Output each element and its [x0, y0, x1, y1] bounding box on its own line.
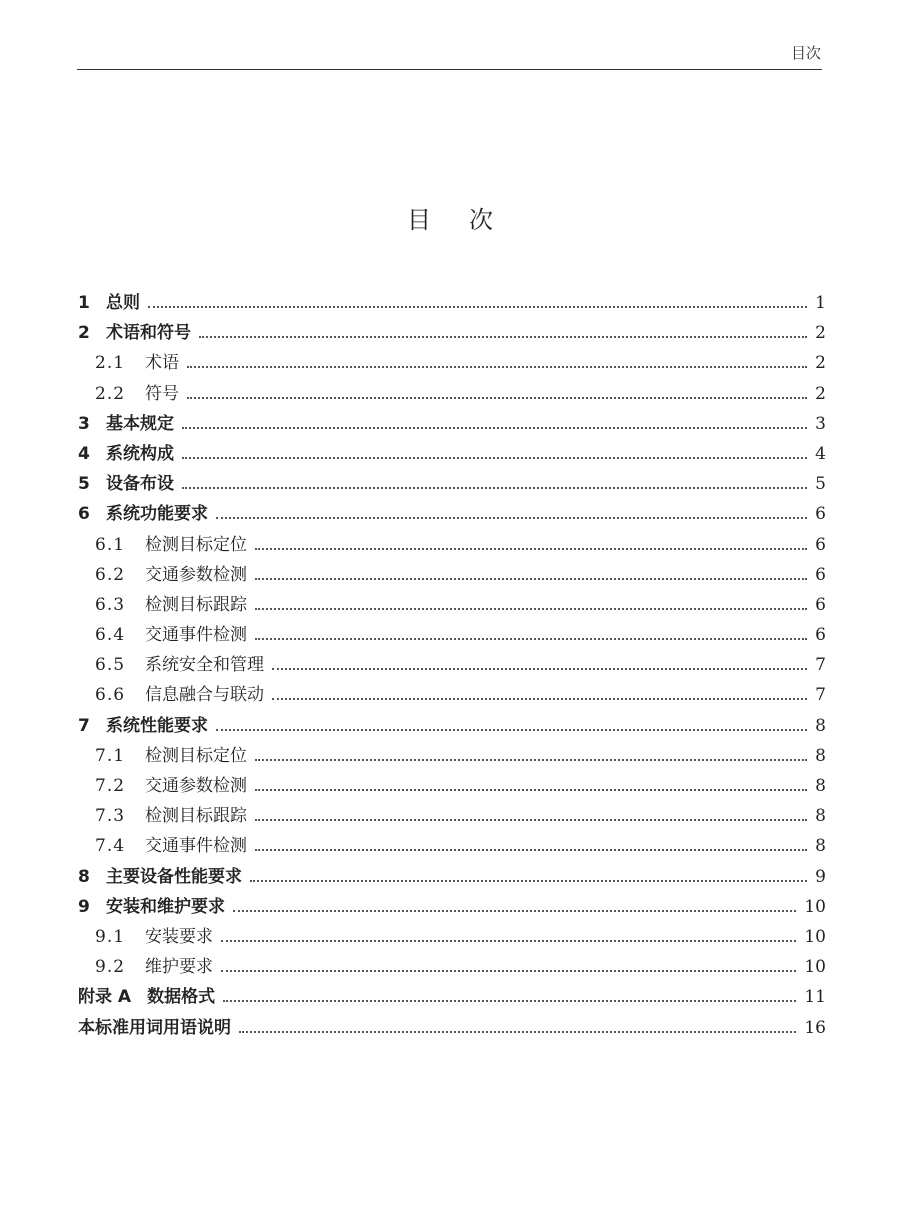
toc-entry[interactable] [78, 530, 826, 560]
toc-entry-label: 系统构成 [106, 443, 174, 464]
toc-entry-label: 主要设备性能要求 [106, 866, 242, 887]
page-title: 目次 [407, 206, 531, 234]
toc-entry-label: 系统性能要求 [106, 715, 208, 736]
toc-entry-label: 系统安全和管理 [145, 655, 264, 676]
toc-entry-page: 4 [815, 443, 826, 464]
toc-entry-page: 8 [815, 806, 826, 827]
toc-entry-number: 3 [78, 413, 90, 434]
toc-entry[interactable] [78, 771, 826, 801]
toc-entry-page: 2 [815, 323, 826, 344]
toc-entry-number: 6.6 [95, 685, 126, 706]
toc-entry-label: 安装要求 [145, 926, 213, 947]
toc-entry-label: 信息融合与联动 [145, 685, 264, 706]
toc-entry-number: 6 [78, 504, 90, 525]
toc-entry[interactable] [78, 952, 826, 982]
toc-entry-page: 6 [815, 534, 826, 555]
toc-entry-label: 设备布设 [106, 474, 174, 495]
toc-entry-page: 16 [804, 1017, 826, 1038]
toc-entry-terminology[interactable] [78, 1013, 826, 1043]
toc-entry[interactable] [78, 922, 826, 952]
toc-entry-number: 6.4 [95, 625, 126, 646]
toc-leader [250, 880, 807, 882]
toc-entry-page: 10 [804, 957, 826, 978]
toc-entry-number: 7.2 [95, 776, 126, 796]
toc-entry-page: 8 [815, 745, 826, 766]
toc-entry[interactable] [78, 409, 826, 439]
toc-leader [255, 548, 807, 550]
toc-leader [272, 668, 807, 670]
toc-leader [272, 698, 807, 700]
running-header: 目次 [790, 44, 821, 62]
toc-entry-page: 6 [815, 594, 826, 615]
toc-entry-number: 9.1 [95, 926, 126, 947]
toc-leader [148, 306, 807, 308]
toc-entry-number: 9 [78, 896, 90, 917]
toc-leader [233, 910, 796, 912]
toc-leader [239, 1031, 796, 1033]
toc-entry-page: 8 [815, 776, 826, 796]
toc-entry-page: 9 [815, 866, 826, 887]
toc-entry-page: 8 [815, 715, 826, 736]
toc-leader [187, 366, 807, 368]
toc-entry[interactable] [78, 379, 826, 409]
toc-entry[interactable] [78, 620, 826, 650]
toc-entry-number: 7 [78, 715, 90, 736]
toc-leader [255, 638, 807, 640]
toc-entry-label: 安装和维护要求 [106, 896, 225, 917]
toc-leader [182, 487, 807, 489]
toc-entry-appendix[interactable] [78, 982, 826, 1012]
toc-leader [182, 427, 807, 429]
toc-entry[interactable] [78, 862, 826, 892]
toc-entry[interactable] [78, 711, 826, 741]
toc-leader [221, 940, 796, 942]
toc-leader [255, 608, 807, 610]
toc-entry-label: 维护要求 [145, 957, 213, 978]
toc-entry[interactable] [78, 439, 826, 469]
toc-leader [223, 1000, 796, 1002]
toc-entry-number: 2 [78, 323, 90, 344]
toc-entry[interactable] [78, 680, 826, 710]
toc-entry-number: 6.1 [95, 534, 126, 555]
toc-entry-page: 7 [815, 685, 826, 706]
toc-entry-number: 7.4 [95, 836, 126, 857]
toc-entry-page: 2 [815, 383, 826, 404]
toc-leader [255, 789, 807, 791]
toc-leader [199, 336, 807, 338]
toc-entry-number: 8 [78, 866, 90, 887]
toc-entry[interactable] [78, 348, 826, 378]
toc-entry-page: 1 [815, 293, 826, 313]
toc-leader [221, 970, 796, 972]
toc-entry-label: 系统功能要求 [106, 504, 208, 525]
toc-entry-page: 3 [815, 413, 826, 434]
toc-entry-page: 10 [804, 896, 826, 917]
toc-entry-label: 检测目标跟踪 [145, 806, 247, 827]
toc-leader [182, 457, 807, 459]
toc-entry-label: 基本规定 [106, 413, 174, 434]
toc-entry-label: 符号 [145, 383, 179, 404]
toc-entry-number: 1 [78, 293, 90, 313]
toc-entry-number: 6.5 [95, 655, 126, 676]
toc-entry[interactable] [78, 831, 826, 861]
toc-entry-label: 本标准用词用语说明 [78, 1017, 231, 1038]
toc-entry[interactable] [78, 892, 826, 922]
toc-entry-label: 交通事件检测 [145, 836, 247, 857]
toc-entry-label: 交通参数检测 [145, 776, 247, 796]
toc-entry-number: 7.3 [95, 806, 126, 827]
toc-entry[interactable] [78, 741, 826, 771]
toc-entry-label: 数据格式 [147, 987, 216, 1008]
toc-entry-number: 2.2 [95, 383, 126, 404]
table-of-contents [78, 288, 826, 1043]
toc-entry-page: 10 [804, 926, 826, 947]
toc-entry[interactable] [78, 650, 826, 680]
toc-entry[interactable] [78, 499, 826, 529]
toc-entry[interactable] [78, 590, 826, 620]
toc-leader [216, 729, 807, 731]
toc-entry-label: 术语 [145, 353, 179, 374]
toc-entry-number: 5 [78, 474, 90, 495]
toc-entry-page: 11 [804, 987, 826, 1008]
toc-entry-page: 5 [815, 474, 826, 495]
header-rule [77, 69, 822, 70]
toc-entry-number: 7.1 [95, 745, 126, 766]
toc-entry-label: 检测目标跟踪 [145, 594, 247, 615]
toc-leader [255, 759, 807, 761]
toc-entry[interactable] [78, 801, 826, 831]
toc-entry-page: 2 [815, 353, 826, 374]
toc-entry-number: 6.3 [95, 594, 126, 615]
toc-entry[interactable] [78, 288, 826, 318]
toc-entry[interactable] [78, 469, 826, 499]
toc-entry-number: 附录 A [78, 987, 132, 1008]
toc-entry[interactable] [78, 318, 826, 348]
toc-leader [255, 849, 807, 851]
toc-entry-number: 6.2 [95, 564, 126, 585]
toc-entry[interactable] [78, 560, 826, 590]
toc-entry-page: 8 [815, 836, 826, 857]
toc-leader [255, 819, 807, 821]
toc-entry-label: 检测目标定位 [145, 534, 247, 555]
toc-entry-number: 9.2 [95, 957, 126, 978]
toc-entry-number: 2.1 [95, 353, 126, 374]
toc-entry-label: 交通事件检测 [145, 625, 247, 646]
toc-leader [216, 517, 807, 519]
toc-entry-page: 6 [815, 625, 826, 646]
toc-entry-label: 术语和符号 [106, 323, 191, 344]
toc-leader [187, 397, 807, 399]
toc-entry-page: 6 [815, 564, 826, 585]
toc-leader [255, 578, 807, 580]
toc-entry-label: 检测目标定位 [145, 745, 247, 766]
toc-entry-label: 总则 [106, 293, 140, 313]
toc-entry-number: 4 [78, 443, 90, 464]
toc-entry-page: 6 [815, 504, 826, 525]
toc-entry-label: 交通参数检测 [145, 564, 247, 585]
toc-entry-page: 7 [815, 655, 826, 676]
